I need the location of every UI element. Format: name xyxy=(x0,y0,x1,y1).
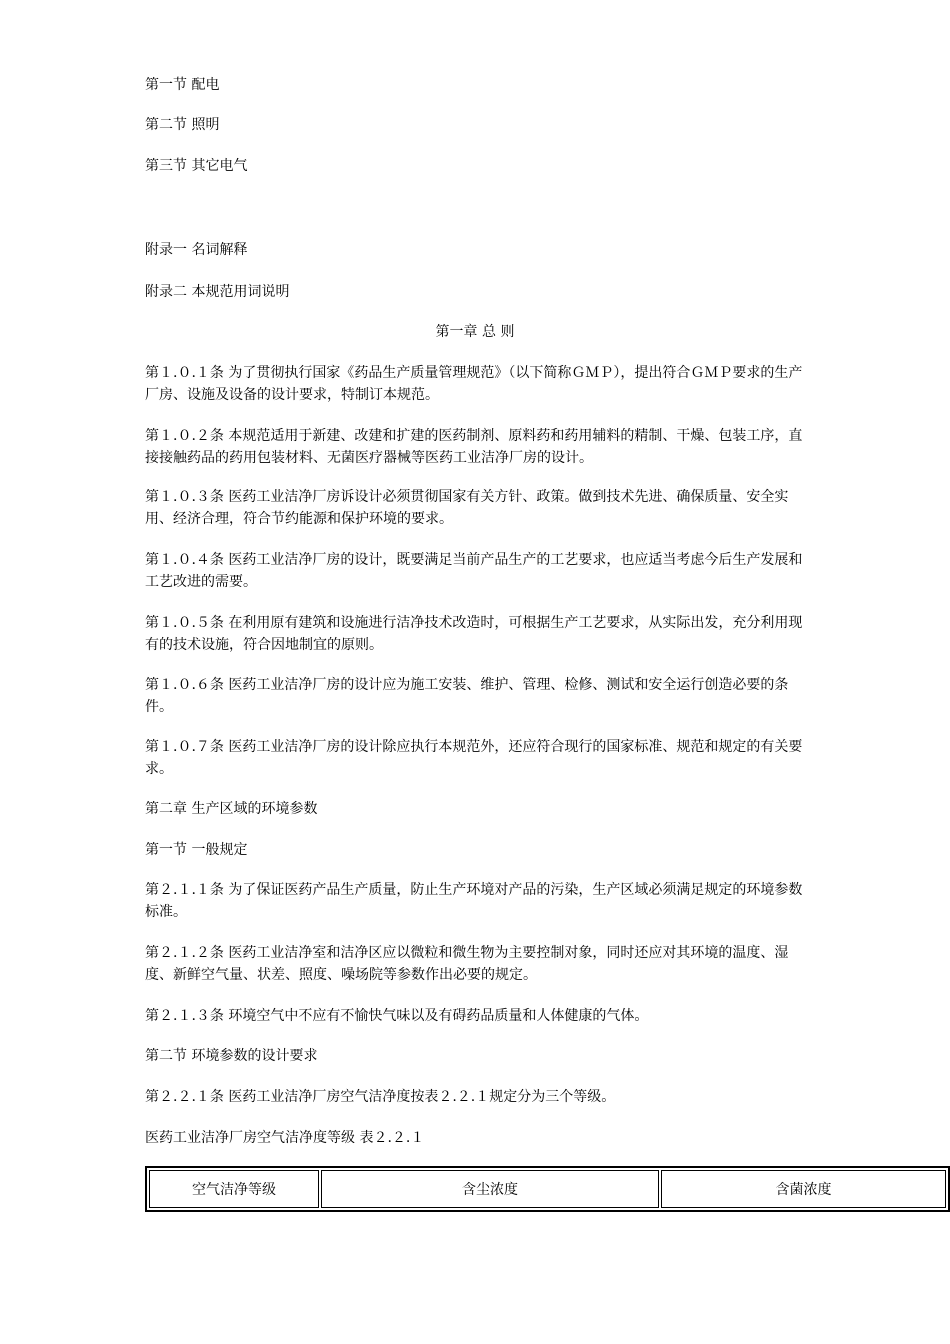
section-title: 第一节 一般规定 xyxy=(145,842,248,858)
toc-item: 第一节 配电 xyxy=(145,77,220,93)
toc-item: 附录一 名词解释 xyxy=(145,242,248,258)
article-paragraph: 第１.０.１条 为了贯彻执行国家《药品生产质量管理规范》（以下简称ＧＭＰ），提出符合ＧＭＰ要求的生产厂房、设施及设备的设计要求，特制订本规范。 xyxy=(145,365,803,403)
article-paragraph: 第１.０.３条 医药工业洁净厂房诉设计必须贯彻国家有关方针、政策。做到技术先进、确保质量、安全实用、经济合理，符合节约能源和保护环境的要求。 xyxy=(145,489,789,527)
article-paragraph: 第１.０.６条 医药工业洁净厂房的设计应为施工安装、维护、管理、检修、测试和安全运行创造必要的条件。 xyxy=(145,677,789,715)
article-paragraph: 第１.０.５条 在利用原有建筑和设施进行洁净技术改造时，可根据生产工艺要求，从实际出发，充分利用现有的技术设施，符合因地制宜的原则。 xyxy=(145,615,803,653)
table-header-cell: 空气洁净等级 xyxy=(149,1170,319,1208)
table-header-cell: 含尘浓度 xyxy=(321,1170,659,1208)
table-header-row xyxy=(149,1170,946,1208)
chapter-title: 第二章 生产区域的环境参数 xyxy=(145,801,318,817)
article-paragraph: 第２.１.２条 医药工业洁净室和洁净区应以微粒和微生物为主要控制对象，同时还应对其环境的温度、湿度、新鲜空气量、状差、照度、噪场院等参数作出必要的规定。 xyxy=(145,945,789,983)
article-paragraph: 第１.０.４条 医药工业洁净厂房的设计，既要满足当前产品生产的工艺要求，也应适当考虑今后生产发展和工艺改进的需要。 xyxy=(145,552,803,590)
table-caption: 医药工业洁净厂房空气洁净度等级 表２.２.１ xyxy=(145,1130,425,1146)
chapter-title: 第一章 总 则 xyxy=(435,324,515,340)
section-title: 第二节 环境参数的设计要求 xyxy=(145,1048,318,1064)
article-paragraph: 第２.１.３条 环境空气中不应有不愉快气味以及有碍药品质量和人体健康的气体。 xyxy=(145,1008,649,1024)
toc-item: 第三节 其它电气 xyxy=(145,158,248,174)
toc-item: 第二节 照明 xyxy=(145,117,220,133)
article-paragraph: 第２.１.１条 为了保证医药产品生产质量，防止生产环境对产品的污染，生产区域必须满足规定的环境参数标准。 xyxy=(145,882,803,920)
article-paragraph: 第１.０.７条 医药工业洁净厂房的设计除应执行本规范外，还应符合现行的国家标准、规范和规定的有关要求。 xyxy=(145,739,803,777)
article-paragraph: 第２.２.１条 医药工业洁净厂房空气洁净度按表２.２.１规定分为三个等级。 xyxy=(145,1089,616,1105)
table-header-cell: 含菌浓度 xyxy=(661,1170,946,1208)
toc-item: 附录二 本规范用词说明 xyxy=(145,284,290,300)
cleanliness-table xyxy=(145,1166,950,1212)
article-paragraph: 第１.０.２条 本规范适用于新建、改建和扩建的医药制剂、原料药和药用辅料的精制、干燥、包装工序，直接接触药品的药用包装材料、无菌医疗器械等医药工业洁净厂房的设计。 xyxy=(145,428,803,466)
